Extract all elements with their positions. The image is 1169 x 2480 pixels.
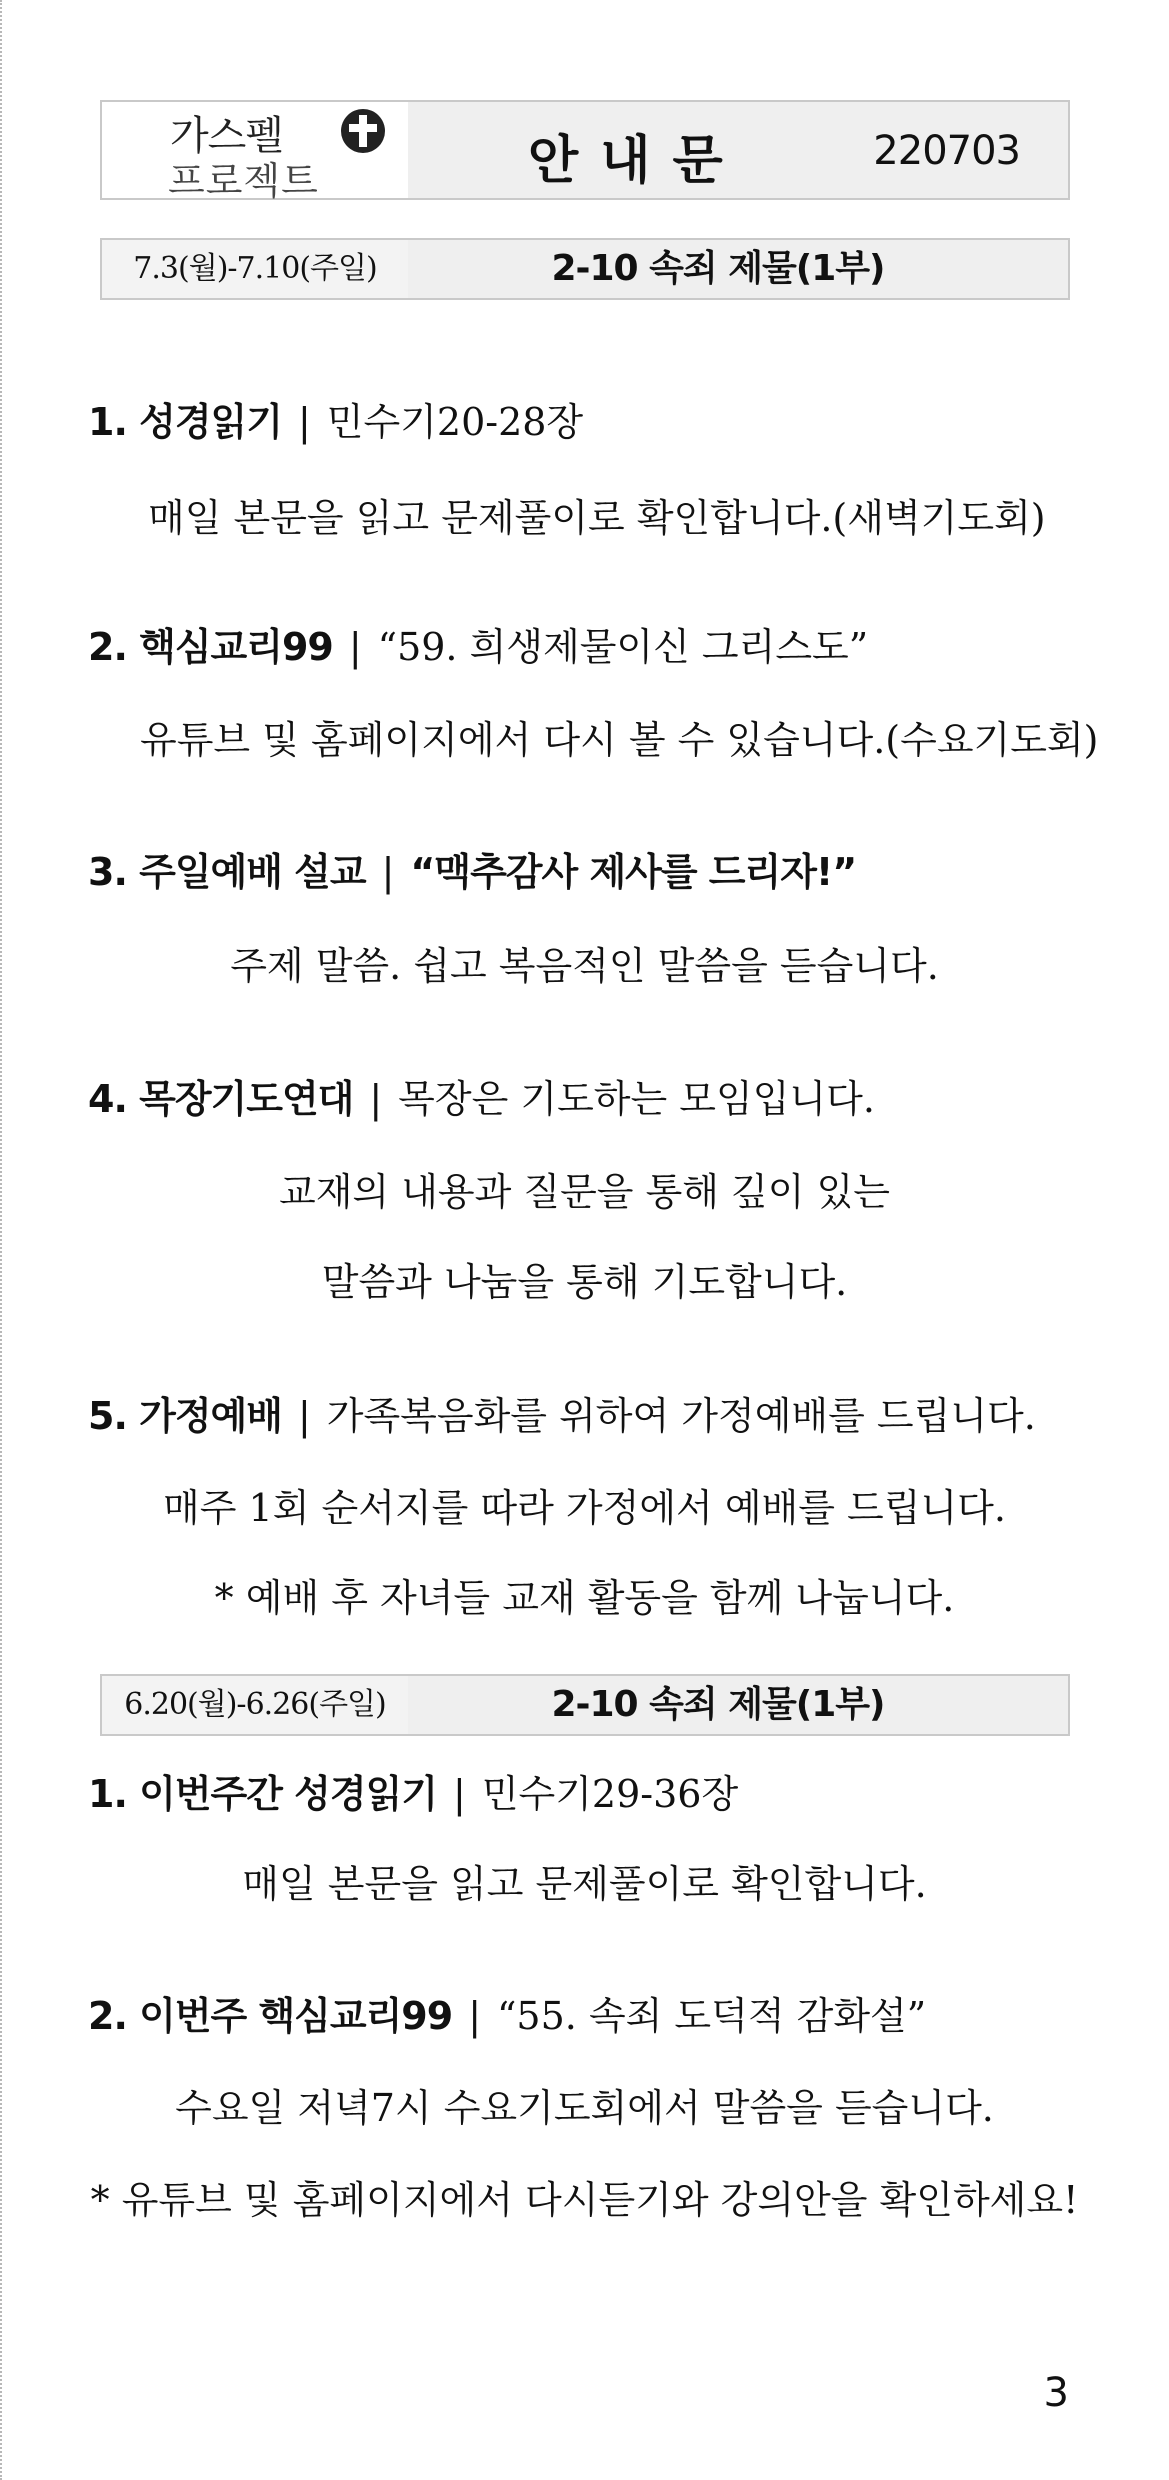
- item-heading: 1. 성경읽기: [88, 400, 282, 444]
- section1-item5-head: [88, 1392, 1036, 1440]
- logo-line1: 가스펠: [170, 113, 283, 159]
- section1-item4-head: [88, 1075, 875, 1123]
- item-detail: “59. 희생제물이신 그리스도”: [377, 625, 869, 669]
- section1-item3-head: [88, 848, 856, 896]
- section2-item2-head: [88, 1992, 926, 2040]
- section2-item1-line1: 매일 본문을 읽고 문제풀이로 확인합니다.: [242, 1862, 927, 1906]
- separator: |: [297, 1394, 311, 1438]
- section1-item5-line2: * 예배 후 자녀들 교재 활동을 함께 나눕니다.: [214, 1576, 955, 1620]
- section1-item4-line2: 말씀과 나눔을 통해 기도합니다.: [321, 1260, 848, 1304]
- section2-title: 2-10 속죄 제물(1부): [408, 1676, 1068, 1734]
- item-detail: 민수기29-36장: [481, 1772, 739, 1816]
- item-detail: 민수기20-28장: [326, 400, 584, 444]
- item-detail: 목장은 기도하는 모임입니다.: [398, 1077, 875, 1121]
- item-detail: “55. 속죄 도덕적 감화설”: [497, 1994, 927, 2038]
- separator: |: [453, 1772, 466, 1816]
- section2-item1-head: [88, 1770, 738, 1818]
- section1-item5-line1: 매주 1회 순서지를 따라 가정에서 예배를 드립니다.: [163, 1486, 1006, 1530]
- item-detail: 가족복음화를 위하여 가정예배를 드립니다.: [326, 1394, 1036, 1438]
- item-heading: 3. 주일예배 설교: [88, 850, 366, 894]
- section1-item2-head: [88, 623, 868, 671]
- section1-item1-line1: 매일 본문을 읽고 문제풀이로 확인합니다.(새벽기도회): [148, 496, 1046, 540]
- separator: |: [297, 400, 311, 444]
- section1-bar: [100, 238, 1070, 300]
- document-code: 220703: [873, 128, 1020, 174]
- header-box: [100, 100, 1070, 203]
- logo-line2: 프로젝트: [168, 159, 319, 203]
- logo: [102, 102, 408, 203]
- item-detail: “맥추감사 제사를 드리자!”: [410, 850, 857, 894]
- section2-date: 6.20(월)-6.26(주일): [102, 1676, 408, 1734]
- item-heading: 4. 목장기도연대: [88, 1077, 354, 1121]
- section1-item4-line1: 교재의 내용과 질문을 통해 깊이 있는: [278, 1170, 891, 1214]
- separator: |: [381, 850, 395, 894]
- section1-item1-head: [88, 398, 583, 446]
- section1-date: 7.3(월)-7.10(주일): [102, 240, 408, 298]
- section2-note: * 유튜브 및 홈페이지에서 다시듣기와 강의안을 확인하세요!: [90, 2178, 1079, 2222]
- document-title: 안내문: [528, 131, 745, 191]
- separator: |: [369, 1077, 383, 1121]
- cross-icon: [340, 108, 386, 154]
- section1-item2-line1: 유튜브 및 홈페이지에서 다시 볼 수 있습니다.(수요기도회): [140, 718, 1099, 762]
- item-heading: 5. 가정예배: [88, 1394, 282, 1438]
- separator: |: [348, 625, 362, 669]
- item-heading: 1. 이번주간 성경읽기: [88, 1772, 437, 1816]
- section1-title: 2-10 속죄 제물(1부): [408, 240, 1068, 298]
- item-heading: 2. 이번주 핵심교리99: [88, 1994, 453, 2038]
- section2-item2-line1: 수요일 저녁7시 수요기도회에서 말씀을 듣습니다.: [175, 2086, 994, 2130]
- separator: |: [468, 1994, 481, 2038]
- title-cell: [408, 102, 1068, 198]
- section1-item3-line1: 주제 말씀. 쉽고 복음적인 말씀을 듣습니다.: [230, 944, 939, 988]
- item-heading: 2. 핵심교리99: [88, 625, 333, 669]
- page-number: 3: [1043, 2370, 1069, 2416]
- section2-bar: [100, 1674, 1070, 1736]
